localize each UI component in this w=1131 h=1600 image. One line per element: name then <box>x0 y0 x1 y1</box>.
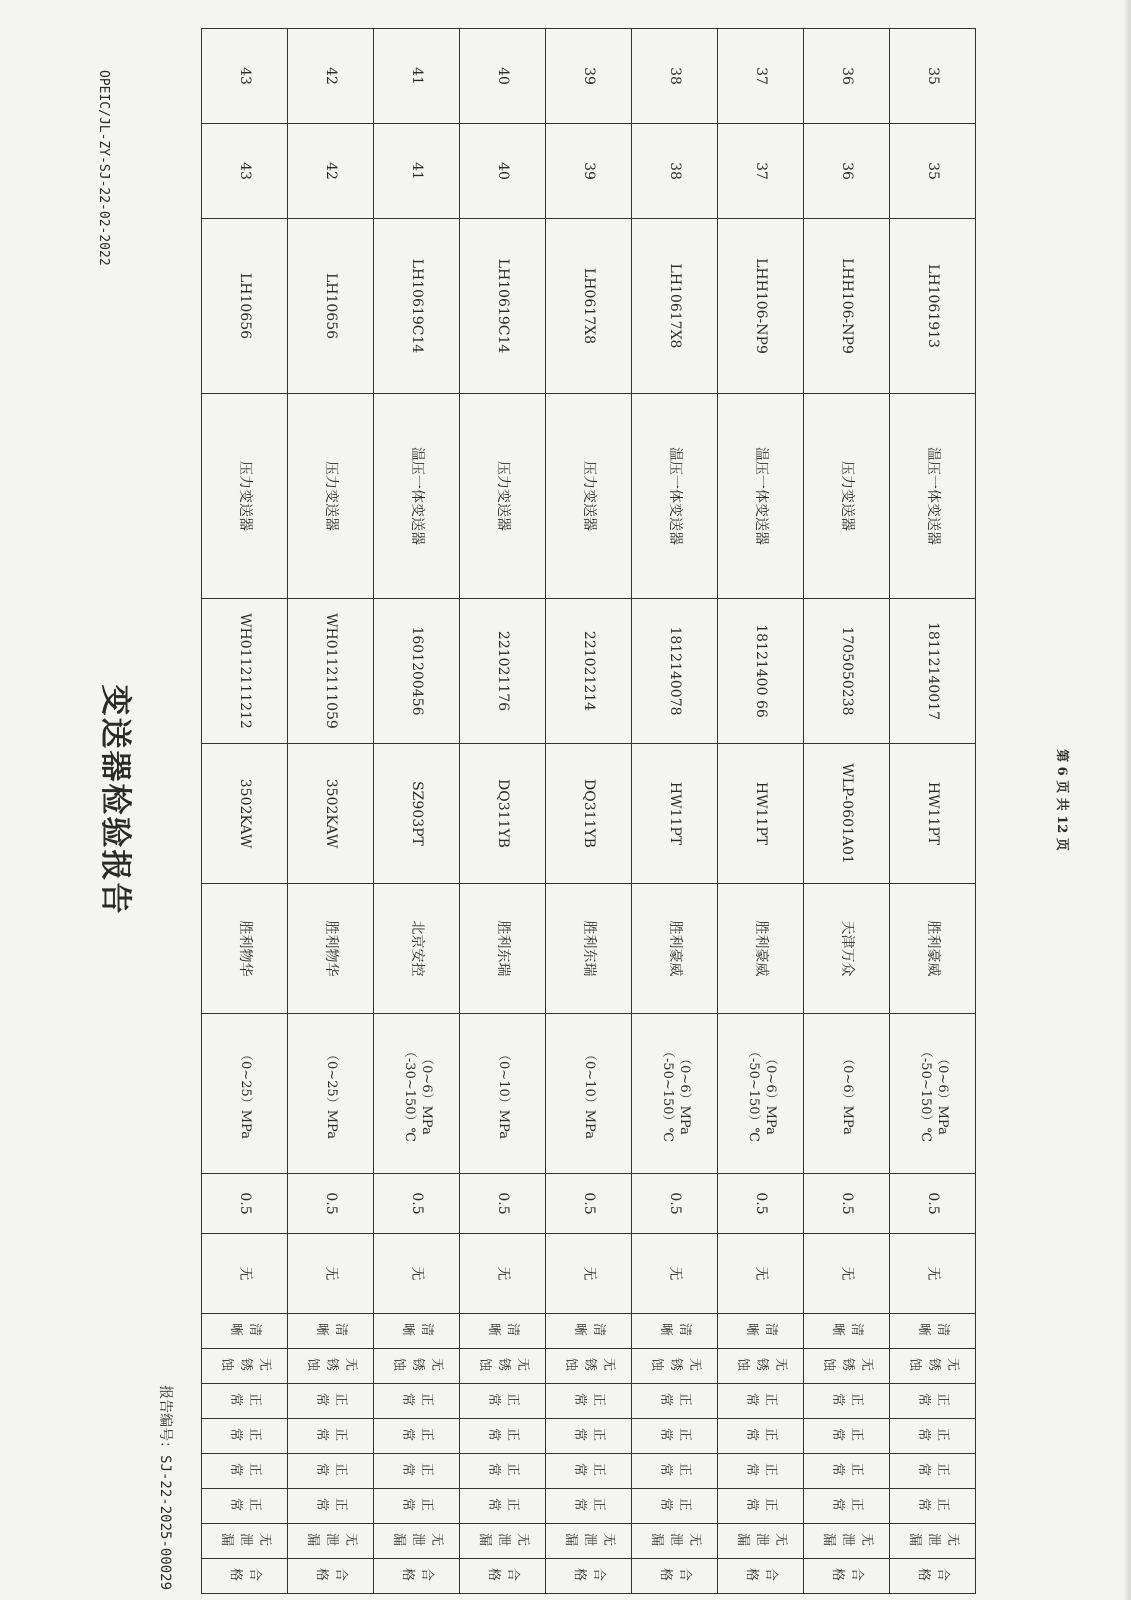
check-4-cell: 正 常 <box>546 1489 632 1524</box>
device-name-cell: 温压一体变送器 <box>374 394 460 599</box>
pressure-range: （0~10）MPa <box>495 1048 511 1139</box>
manufacturer-cell: 北京安控 <box>374 884 460 1014</box>
damage-cell: 无 <box>804 1234 890 1314</box>
check-2-cell: 正 常 <box>632 1419 718 1454</box>
device-name-cell: 压力变送器 <box>460 394 546 599</box>
leak-cell: 无 泄 漏 <box>632 1524 718 1559</box>
seq-cell: 43 <box>202 29 288 124</box>
check-4-cell: 正 常 <box>890 1489 976 1524</box>
accuracy-cell: 0.5 <box>632 1174 718 1234</box>
table-row <box>288 29 374 1594</box>
pressure-range: （0~25）MPa <box>237 1048 253 1139</box>
check-1-cell: 正 常 <box>718 1384 804 1419</box>
check-3-cell: 正 常 <box>718 1454 804 1489</box>
appearance-cell: 无 锈 蚀 <box>288 1349 374 1384</box>
check-3-cell: 正 常 <box>546 1454 632 1489</box>
check-2-cell: 正 常 <box>460 1419 546 1454</box>
range-cell <box>632 1014 718 1174</box>
seq-cell: 39 <box>546 29 632 124</box>
accuracy-cell: 0.5 <box>202 1174 288 1234</box>
check-1-cell: 正 常 <box>202 1384 288 1419</box>
form-code: OPEIC/JL-ZY-SJ-22-02-2022 <box>96 70 111 266</box>
leak-cell: 无 泄 漏 <box>202 1524 288 1559</box>
nameplate-cell: 清 晰 <box>546 1314 632 1349</box>
accuracy-cell: 0.5 <box>374 1174 460 1234</box>
device-name-cell: 压力变送器 <box>804 394 890 599</box>
nameplate-cell: 清 晰 <box>804 1314 890 1349</box>
range-cell <box>890 1014 976 1174</box>
check-2-cell: 正 常 <box>288 1419 374 1454</box>
appearance-cell: 无 锈 蚀 <box>546 1349 632 1384</box>
tag-cell: LH1061913 <box>890 219 976 394</box>
device-name-cell: 温压一体变送器 <box>718 394 804 599</box>
number-cell: 41 <box>374 124 460 219</box>
check-4-cell: 正 常 <box>718 1489 804 1524</box>
page-number: 第 6 页 共 12 页 <box>1054 749 1069 851</box>
model-cell: 3502KAW <box>202 744 288 884</box>
manufacturer-cell: 胜利豪威 <box>718 884 804 1014</box>
scan-edge <box>1123 0 1131 1600</box>
check-4-cell: 正 常 <box>804 1489 890 1524</box>
model-cell: DQ311YB <box>460 744 546 884</box>
serial-number-cell: 18121400 66 <box>718 599 804 744</box>
check-3-cell: 正 常 <box>890 1454 976 1489</box>
check-1-cell: 正 常 <box>288 1384 374 1419</box>
nameplate-cell: 清 晰 <box>632 1314 718 1349</box>
number-cell: 43 <box>202 124 288 219</box>
nameplate-cell: 清 晰 <box>460 1314 546 1349</box>
damage-cell: 无 <box>202 1234 288 1314</box>
device-name-cell: 温压一体变送器 <box>890 394 976 599</box>
pressure-range: （0~10）MPa <box>581 1048 597 1139</box>
number-cell: 36 <box>804 124 890 219</box>
manufacturer-cell: 胜利东瑞 <box>460 884 546 1014</box>
device-name-cell: 压力变送器 <box>546 394 632 599</box>
check-4-cell: 正 常 <box>374 1489 460 1524</box>
nameplate-cell: 清 晰 <box>288 1314 374 1349</box>
seq-cell: 36 <box>804 29 890 124</box>
seq-cell: 41 <box>374 29 460 124</box>
check-4-cell: 正 常 <box>202 1489 288 1524</box>
table-row <box>718 29 804 1594</box>
accuracy-cell: 0.5 <box>460 1174 546 1234</box>
model-cell: DQ311YB <box>546 744 632 884</box>
leak-cell: 无 泄 漏 <box>374 1524 460 1559</box>
tag-cell: LH0617X8 <box>546 219 632 394</box>
result-cell: 合 格 <box>632 1559 718 1594</box>
manufacturer-cell: 胜利物华 <box>202 884 288 1014</box>
leak-cell: 无 泄 漏 <box>460 1524 546 1559</box>
serial-number-cell: WH0112111059 <box>288 599 374 744</box>
report-number-label: 报告编号： <box>157 1385 173 1456</box>
check-3-cell: 正 常 <box>460 1454 546 1489</box>
accuracy-cell: 0.5 <box>890 1174 976 1234</box>
report-number-value: SJ-22-2025-00029 <box>157 1455 173 1590</box>
serial-number-cell: 1601200456 <box>374 599 460 744</box>
temperature-range: （-50~150）℃ <box>660 1044 676 1143</box>
result-cell: 合 格 <box>374 1559 460 1594</box>
serial-number-cell: 1705050238 <box>804 599 890 744</box>
serial-number-cell: 1812140078 <box>632 599 718 744</box>
result-cell: 合 格 <box>288 1559 374 1594</box>
tag-cell: LH10617X8 <box>632 219 718 394</box>
leak-cell: 无 泄 漏 <box>890 1524 976 1559</box>
check-2-cell: 正 常 <box>804 1419 890 1454</box>
model-cell: HW11PT <box>890 744 976 884</box>
check-4-cell: 正 常 <box>288 1489 374 1524</box>
check-2-cell: 正 常 <box>546 1419 632 1454</box>
check-3-cell: 正 常 <box>632 1454 718 1489</box>
result-cell: 合 格 <box>890 1559 976 1594</box>
range-cell <box>718 1014 804 1174</box>
pressure-range: （0~25）MPa <box>323 1048 339 1139</box>
model-cell: HW11PT <box>718 744 804 884</box>
result-cell: 合 格 <box>460 1559 546 1594</box>
leak-cell: 无 泄 漏 <box>288 1524 374 1559</box>
range-cell <box>288 1014 374 1174</box>
check-3-cell: 正 常 <box>202 1454 288 1489</box>
table-row <box>804 29 890 1594</box>
manufacturer-cell: 胜利豪威 <box>632 884 718 1014</box>
result-cell: 合 格 <box>202 1559 288 1594</box>
nameplate-cell: 清 晰 <box>718 1314 804 1349</box>
tag-cell: LHH106-NP9 <box>804 219 890 394</box>
check-1-cell: 正 常 <box>460 1384 546 1419</box>
serial-number-cell: 18112140017 <box>890 599 976 744</box>
range-cell <box>804 1014 890 1174</box>
table-row <box>546 29 632 1594</box>
check-2-cell: 正 常 <box>374 1419 460 1454</box>
check-2-cell: 正 常 <box>718 1419 804 1454</box>
number-cell: 38 <box>632 124 718 219</box>
model-cell: HW11PT <box>632 744 718 884</box>
appearance-cell: 无 锈 蚀 <box>632 1349 718 1384</box>
serial-number-cell: WH0112111212 <box>202 599 288 744</box>
range-cell <box>546 1014 632 1174</box>
pressure-range: （0~6）MPa <box>934 1052 950 1135</box>
table-row <box>632 29 718 1594</box>
model-cell: WLP-0601A01 <box>804 744 890 884</box>
appearance-cell: 无 锈 蚀 <box>202 1349 288 1384</box>
check-3-cell: 正 常 <box>804 1454 890 1489</box>
pressure-range: （0~6）MPa <box>676 1052 692 1135</box>
check-1-cell: 正 常 <box>374 1384 460 1419</box>
model-cell: 3502KAW <box>288 744 374 884</box>
leak-cell: 无 泄 漏 <box>718 1524 804 1559</box>
damage-cell: 无 <box>374 1234 460 1314</box>
check-1-cell: 正 常 <box>632 1384 718 1419</box>
manufacturer-cell: 胜利东瑞 <box>546 884 632 1014</box>
check-2-cell: 正 常 <box>202 1419 288 1454</box>
appearance-cell: 无 锈 蚀 <box>890 1349 976 1384</box>
manufacturer-cell: 胜利物华 <box>288 884 374 1014</box>
check-4-cell: 正 常 <box>632 1489 718 1524</box>
appearance-cell: 无 锈 蚀 <box>718 1349 804 1384</box>
range-cell <box>460 1014 546 1174</box>
check-1-cell: 正 常 <box>804 1384 890 1419</box>
device-name-cell: 压力变送器 <box>288 394 374 599</box>
damage-cell: 无 <box>460 1234 546 1314</box>
report-number <box>156 1270 176 1590</box>
nameplate-cell: 清 晰 <box>202 1314 288 1349</box>
seq-cell: 37 <box>718 29 804 124</box>
tag-cell: LH10656 <box>202 219 288 394</box>
accuracy-cell: 0.5 <box>718 1174 804 1234</box>
table-row <box>460 29 546 1594</box>
seq-cell: 35 <box>890 29 976 124</box>
pressure-range: （0~6）MPa <box>762 1052 778 1135</box>
model-cell: SZ903PT <box>374 744 460 884</box>
pressure-range: （0~6）MPa <box>418 1052 434 1135</box>
damage-cell: 无 <box>890 1234 976 1314</box>
number-cell: 35 <box>890 124 976 219</box>
accuracy-cell: 0.5 <box>288 1174 374 1234</box>
seq-cell: 42 <box>288 29 374 124</box>
range-cell <box>374 1014 460 1174</box>
number-cell: 39 <box>546 124 632 219</box>
pressure-range: （0~6）MPa <box>839 1052 855 1135</box>
serial-number-cell: 221021214 <box>546 599 632 744</box>
document-title: 变送器检验报告 <box>97 684 133 916</box>
nameplate-cell: 清 晰 <box>374 1314 460 1349</box>
number-cell: 42 <box>288 124 374 219</box>
table-row <box>374 29 460 1594</box>
number-cell: 40 <box>460 124 546 219</box>
table-body <box>202 29 976 1594</box>
number-cell: 37 <box>718 124 804 219</box>
tag-cell: LH10619C14 <box>460 219 546 394</box>
device-name-cell: 压力变送器 <box>202 394 288 599</box>
damage-cell: 无 <box>718 1234 804 1314</box>
check-4-cell: 正 常 <box>460 1489 546 1524</box>
temperature-range: （-30~150）℃ <box>402 1044 418 1143</box>
check-1-cell: 正 常 <box>546 1384 632 1419</box>
check-1-cell: 正 常 <box>890 1384 976 1419</box>
tag-cell: LH10619C14 <box>374 219 460 394</box>
check-3-cell: 正 常 <box>374 1454 460 1489</box>
accuracy-cell: 0.5 <box>804 1174 890 1234</box>
seq-cell: 40 <box>460 29 546 124</box>
appearance-cell: 无 锈 蚀 <box>460 1349 546 1384</box>
temperature-range: （-50~150）℃ <box>746 1044 762 1143</box>
result-cell: 合 格 <box>546 1559 632 1594</box>
tag-cell: LHH106-NP9 <box>718 219 804 394</box>
device-name-cell: 温压一体变送器 <box>632 394 718 599</box>
check-3-cell: 正 常 <box>288 1454 374 1489</box>
result-cell: 合 格 <box>718 1559 804 1594</box>
tag-cell: LH10656 <box>288 219 374 394</box>
damage-cell: 无 <box>288 1234 374 1314</box>
manufacturer-cell: 天津万众 <box>804 884 890 1014</box>
check-2-cell: 正 常 <box>890 1419 976 1454</box>
appearance-cell: 无 锈 蚀 <box>804 1349 890 1384</box>
serial-number-cell: 221021176 <box>460 599 546 744</box>
table-row <box>890 29 976 1594</box>
damage-cell: 无 <box>632 1234 718 1314</box>
nameplate-cell: 清 晰 <box>890 1314 976 1349</box>
range-cell <box>202 1014 288 1174</box>
leak-cell: 无 泄 漏 <box>546 1524 632 1559</box>
accuracy-cell: 0.5 <box>546 1174 632 1234</box>
seq-cell: 38 <box>632 29 718 124</box>
transmitter-inspection-table <box>201 28 976 1594</box>
table-row <box>202 29 288 1594</box>
damage-cell: 无 <box>546 1234 632 1314</box>
appearance-cell: 无 锈 蚀 <box>374 1349 460 1384</box>
leak-cell: 无 泄 漏 <box>804 1524 890 1559</box>
result-cell: 合 格 <box>804 1559 890 1594</box>
temperature-range: （-50~150）℃ <box>918 1044 934 1143</box>
manufacturer-cell: 胜利豪威 <box>890 884 976 1014</box>
